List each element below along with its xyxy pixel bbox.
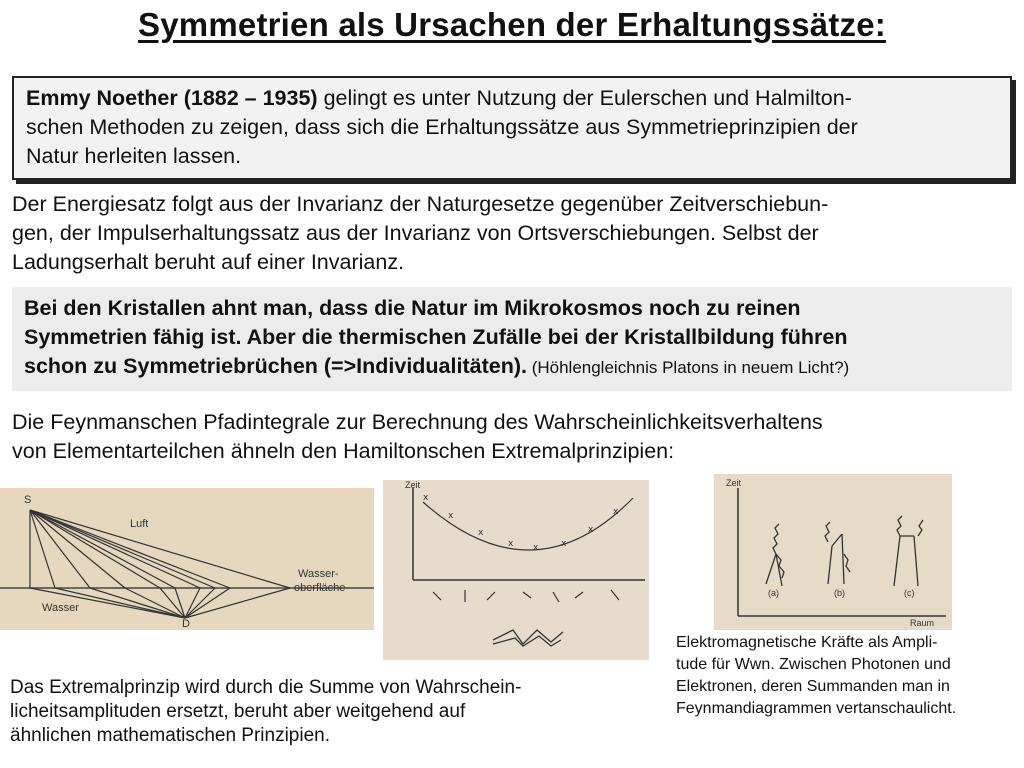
extremal-caption-3: ähnlichen mathematischen Prinzipien. — [10, 725, 331, 746]
label-d: D — [182, 618, 190, 630]
label-b: (b) — [834, 588, 845, 598]
feynman-line-2: von Elementarteilchen ähneln den Hamiltonschen Extremalprinzipien: — [12, 439, 675, 463]
noether-text-3: Natur herleiten lassen. — [26, 144, 242, 168]
path-integral-figure — [383, 480, 649, 660]
refraction-figure — [0, 488, 374, 630]
noether-text-1: gelingt es unter Nutzung der Eulerschen und Halmilton- — [317, 86, 852, 110]
feynman-diagrams — [714, 474, 952, 630]
feynman-caption-4: Feynmandiagrammen vertanschaulicht. — [676, 700, 957, 717]
energy-line-2: gen, der Impulserhaltungssatz aus der Invarianz von Ortsverschiebungen. Selbst der — [12, 221, 819, 245]
crystal-box — [12, 287, 1012, 391]
svg-text:x: x — [448, 511, 454, 521]
crystal-note: (Höhlengleichnis Platons in neuem Licht?) — [526, 358, 850, 377]
path-integral-diagram — [383, 480, 649, 660]
label-wasser: Wasser — [42, 602, 79, 614]
extremal-caption-2: licheitsamplituden ersetzt, beruht aber weitgehend auf — [10, 701, 466, 722]
extremal-caption-1: Das Extremalprinzip wird durch die Summe von Wahrschein- — [10, 677, 522, 698]
label-s: S — [24, 494, 32, 506]
feynman-caption-2: tude für Wwn. Zwischen Photonen und — [676, 656, 951, 673]
svg-text:x: x — [508, 539, 514, 549]
label-zeit-3: Zeit — [726, 478, 742, 488]
extremal-caption — [10, 676, 640, 748]
feynman-paragraph — [12, 408, 1012, 466]
crystal-line-2: Symmetrien fähig ist. Aber die thermischen Zufälle bei der Kristallbildung führen — [24, 325, 848, 349]
noether-text-2: schen Methoden zu zeigen, dass sich die Erhaltungssätze aus Symmetrieprinzipien der — [26, 115, 858, 139]
noether-box — [12, 76, 1012, 180]
crystal-line-3: schon zu Symmetriebrüchen (=>Individualitäten). — [24, 354, 527, 378]
energy-line-3: Ladungserhalt beruht auf einer Invarianz. — [12, 250, 405, 274]
svg-text:x: x — [613, 507, 619, 517]
energy-paragraph — [12, 190, 1012, 277]
crystal-line-1: Bei den Kristallen ahnt man, dass die Natur im Mikrokosmos noch zu reinen — [24, 296, 801, 320]
feynman-caption-1: Elektromagnetische Kräfte als Ampli- — [676, 634, 938, 651]
label-zeit-2: Zeit — [405, 480, 421, 490]
label-c: (c) — [904, 588, 915, 598]
feynman-line-1: Die Feynmanschen Pfadintegrale zur Berechnung des Wahrscheinlichkeitsverhaltens — [12, 410, 823, 434]
label-wasser-oberflaeche-1: Wasser- — [298, 568, 339, 580]
label-luft: Luft — [130, 518, 149, 530]
svg-text:x: x — [561, 539, 567, 549]
page-title: Symmetrien als Ursachen der Erhaltungssätze: — [138, 6, 886, 43]
energy-line-1: Der Energiesatz folgt aus der Invarianz der Naturgesetze gegenüber Zeitverschiebun- — [12, 192, 829, 216]
label-raum: Raum — [910, 618, 935, 628]
label-wasser-oberflaeche-2: oberfläche — [294, 582, 346, 594]
svg-text:x: x — [478, 528, 484, 538]
label-a: (a) — [768, 588, 779, 598]
noether-name: Emmy Noether (1882 – 1935) — [26, 86, 318, 110]
feynman-caption-3: Elektronen, deren Summanden man in — [676, 678, 950, 695]
svg-text:x: x — [423, 493, 429, 503]
svg-text:x: x — [533, 543, 539, 553]
feynman-caption — [676, 632, 1021, 720]
feynman-diagram-figure — [714, 474, 952, 630]
svg-text:x: x — [588, 525, 594, 535]
